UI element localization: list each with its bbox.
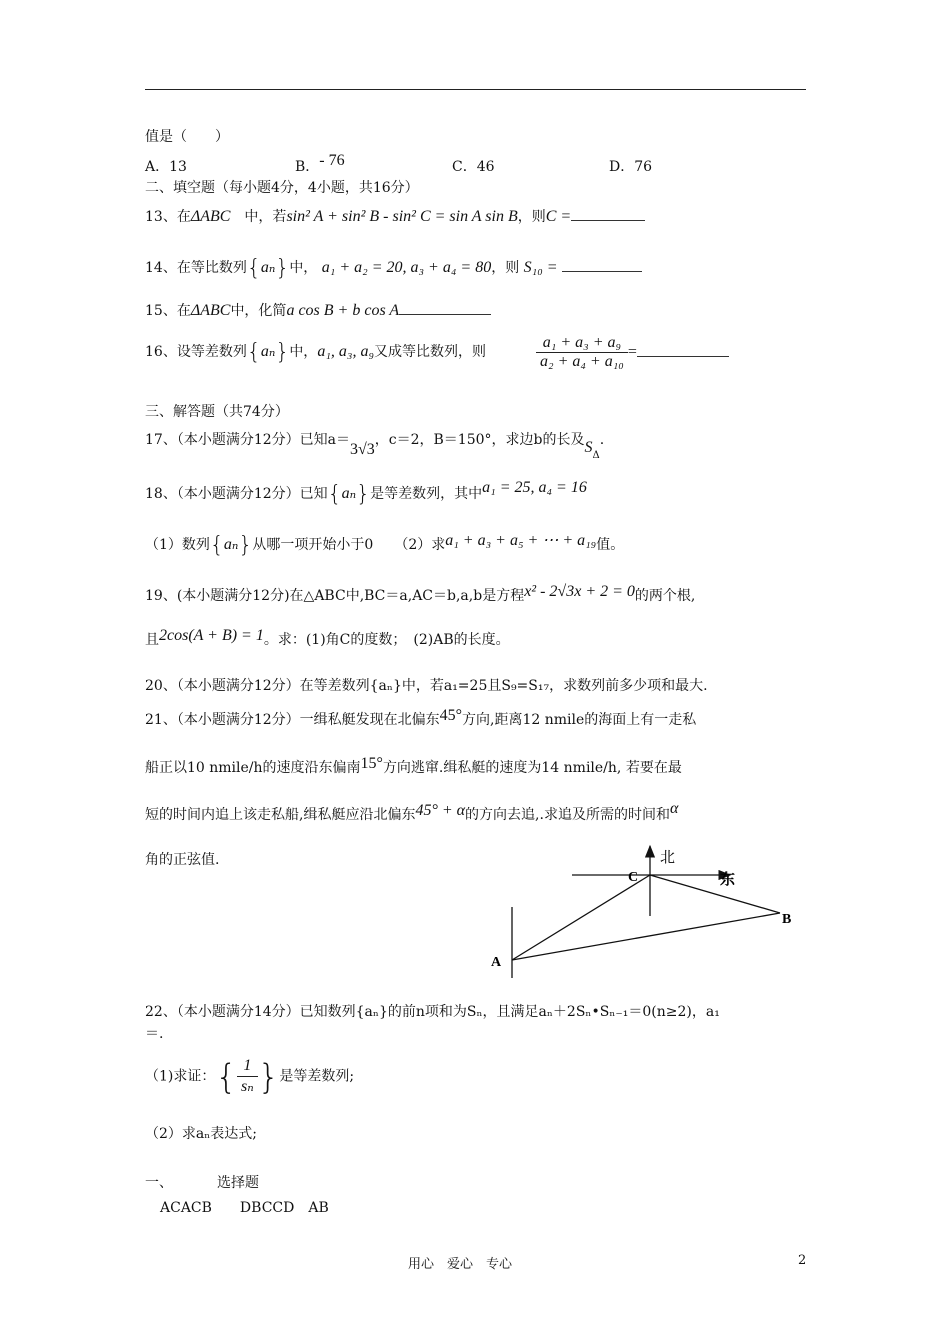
q22-frac-num: 1 [237,1056,258,1077]
q14-mid: 中， [289,260,318,276]
q22-part1-pre: （1)求证： [145,1068,216,1085]
question-22-part1 [145,1056,354,1097]
q15-blank [399,300,491,315]
q16-terms: a₁, a₃, a₉ [317,343,374,360]
q13-tail: ，则 [517,209,546,225]
point-a-label: A [491,955,502,970]
q16-right-brace: } [275,340,290,365]
q16-blank [637,342,729,357]
q22-fraction [237,1056,258,1097]
q16-fraction [536,334,628,371]
question-19-line1 [145,583,696,606]
header-rule [145,89,806,90]
q12-option-b-value: - 76 [319,152,345,169]
q19-text: 19、(本小题满分12分)在△ABC中,BC＝a,AC＝b,a,b是方程 [145,588,525,604]
q18-mid: 是等差数列，其中 [370,486,483,502]
question-22-line2: ＝. [145,1026,164,1042]
q21-alpha: α [669,800,679,817]
q21-angle-15: 15° [360,755,383,772]
section2-heading: 二、填空题（每小题4分，4小题，共16分） [145,180,419,196]
q21-line2-tail: 方向逃窜.缉私艇的速度为14 nmile/h, 若要在最 [382,760,682,776]
point-c-label: C [628,870,639,885]
q21-line3-tail: 的方向去追,.求追及所需的时间和 [465,807,670,823]
q16-left-brace: { [246,340,261,365]
q15-num: 15、在 [145,303,191,319]
segment-cb [650,875,780,913]
answer-heading-title: 选择题 [217,1175,259,1191]
q18-right-brace: } [356,482,371,507]
q12-option-c: C．46 [452,159,495,175]
q22-left-brace: { [215,1057,238,1098]
q21-line1-tail: 方向,距离12 nmile的海面上有一走私 [462,712,697,728]
question-21-line1 [145,707,697,730]
q18-part1-left-brace: { [209,533,224,558]
q18-part1-tail: 从哪一项开始小于0 （2）求 [252,537,446,553]
question-13 [145,206,645,227]
q13-triangle: ΔABC [190,208,231,225]
east-label: 东 [720,870,736,888]
question-18-parts [145,532,625,558]
q18-part2-tail: 值。 [596,537,625,553]
q22-frac-den: sₙ [241,1078,254,1095]
q21-line2-pre: 船正以10 nmile/h的速度沿东偏南 [145,760,361,776]
question-20: 20、（本小题满分12分）在等差数列{aₙ}中，若a₁=25且S₉=S₁₇，求数列前多少项和最大. [145,678,708,694]
question-22-line1: 22、（本小题满分14分）已知数列{aₙ}的前n项和为Sₙ，且满足aₙ＋2Sₙ•Sₙ₋₁＝0(n≥2)，a₁ [145,1004,720,1020]
q12-option-b [295,152,345,176]
question-21-line3 [145,800,679,825]
answer-heading-num: 一、 [145,1175,173,1191]
q17-text: 17、（本小题满分12分）已知a＝ [145,432,350,448]
q18-part1: （1）数列 [145,537,210,553]
segment-ab [512,913,780,960]
q13-ask: C = [545,208,572,225]
q22-right-brace: } [257,1057,280,1098]
q12-option-a: A．13 [145,159,187,175]
question-19-line2 [145,627,510,650]
answer-heading [145,1173,259,1193]
q18-part1-right-brace: } [238,533,253,558]
q18-left-brace: { [327,482,342,507]
q17-mid: ，c＝2，B＝150°，求边b的长及 [374,432,585,448]
q16-fraction-block [536,334,729,371]
point-b-label: B [782,912,792,927]
question-16 [145,342,486,363]
q13-blank [571,206,645,221]
question-21-line2 [145,755,682,778]
q13-mid: 中，若 [230,209,287,225]
section3-heading: 三、解答题（共74分） [145,404,289,420]
q15-triangle: ΔABC [190,302,231,319]
question-18 [145,479,587,507]
q16-mid: 中， [289,344,318,360]
north-label: 北 [660,848,676,866]
q18-text: 18、（本小题满分12分）已知 [145,486,328,502]
q16-seq: aₙ [260,343,276,360]
q12-option-d: D．76 [609,159,653,175]
q16-tail: 又成等比数列，则 [374,344,486,360]
q14-blank [562,257,642,272]
q17-end: . [599,432,605,448]
q19-equation: x² - 2√3x + 2 = 0 [524,583,635,600]
q16-num: 16、设等差数列 [145,344,247,360]
q15-mid: 中，化简 [230,303,287,319]
q14-left-brace: { [246,256,261,281]
q15-expr: a cos B + b cos A [286,302,400,319]
q22-part1-tail: 是等差数列; [279,1068,355,1085]
q14-ask: S₁₀ = [523,259,558,276]
q16-frac-num: a₁ + a₃ + a₉ [536,334,628,353]
q17-ask-sub: Δ [592,449,600,461]
q16-eq: = [627,343,637,361]
q21-line3-pre: 短的时间内追上该走私船,缉私艇应沿北偏东 [145,807,416,823]
q13-expr: sin² A + sin² B - sin² C = sin A sin B [286,208,518,225]
q13-num: 13、在 [145,209,191,225]
q18-cond: a₁ = 25, a₄ = 16 [482,479,587,496]
q18-seq: aₙ [341,485,357,502]
q19-condition: 2cos(A + B) = 1 [159,627,264,644]
q16-frac-den: a₂ + a₄ + a₁₀ [540,353,624,370]
question-14 [145,257,642,279]
q12-option-b-label: B． [295,159,320,175]
answer-key: ACACB DBCCD AB [160,1200,329,1216]
q14-tail: ，则 [491,260,520,276]
q14-right-brace: } [275,256,290,281]
q18-sum: a₁ + a₃ + a₅ + ⋯ + a₁₉ [445,532,597,549]
footer-motto: 用心 爱心 专心 [408,1257,513,1272]
q19-pre: 且 [145,632,159,648]
question-15 [145,300,491,321]
q19-tail: 的两个根, [634,588,696,604]
q21-angle-45: 45° [439,707,463,724]
q18-part1-seq: aₙ [223,536,239,553]
navigation-diagram [480,840,810,980]
question-22-part2: （2）求aₙ表达式; [145,1126,258,1142]
question-21-line4: 角的正弦值. [145,852,220,868]
q14-seq: aₙ [260,259,276,276]
question-17 [145,430,605,461]
q21-angle-alpha: 45° + α [415,802,466,819]
q14-cond: a₁ + a₂ = 20, a₃ + a₄ = 80 [321,259,492,276]
q17-ask: S [584,439,593,456]
q21-line1-pre: 21、（本小题满分12分）一缉私艇发现在北偏东 [145,712,440,728]
q14-num: 14、在等比数列 [145,260,247,276]
q17-a-value: 3√3 [349,441,375,458]
page-number: 2 [798,1253,807,1268]
q12-tail: 值是（ ） [145,129,229,145]
q19-ask: 。求：(1)角C的度数； (2)AB的长度。 [263,632,510,648]
